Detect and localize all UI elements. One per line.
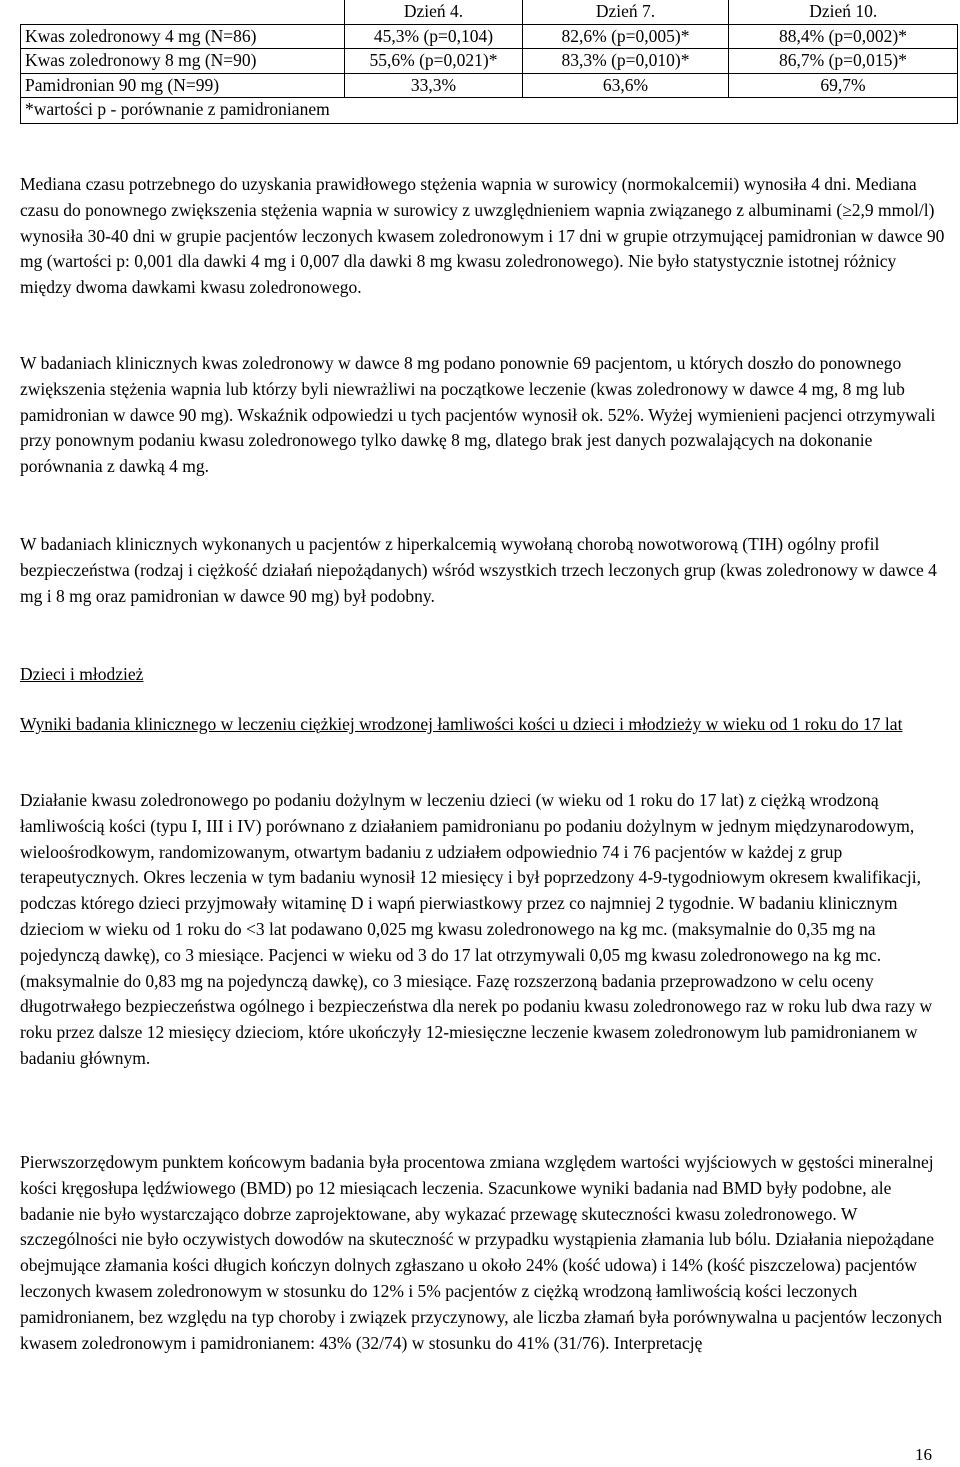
paragraph-retreatment: W badaniach klinicznych kwas zoledronowy w dawce 8 mg podano ponownie 69 pacjentom, u których doszło do ponownego zwiększenia stężenia wapnia lub którzy byli niewrażliwi na początkowe leczenie (kwas zoledronowy w dawce 4 mg, 8 mg lub pamidronian w dawce 90 mg). Wskaźnik odpowiedzi u tych pacjentów wynosił ok. 52%. Wyżej wymienieni pacjenci otrzymywali przy ponownym podaniu kwasu zoledronowego tylko dawkę 8 mg, dlatego brak jest danych pozwalających na dokonanie porównania z dawką 4 mg. (20, 353, 936, 477)
row-day-10-value: 86,7% (p=0,015)* (729, 49, 958, 74)
row-label: Pamidronian 90 mg (N=99) (21, 73, 345, 98)
heading-study: Wyniki badania klinicznego w leczeniu ciężkiej wrodzonej łamliwości kości u dzieci i młodzieży w wieku od 1 roku do 17 lat (20, 714, 903, 734)
table-row (21, 49, 958, 74)
table-row (21, 73, 958, 98)
row-day-4-value: 55,6% (p=0,021)* (345, 49, 523, 74)
row-label: Kwas zoledronowy 4 mg (N=86) (21, 24, 345, 49)
table-header-row (21, 0, 958, 24)
paragraph-primary-endpoint: Pierwszorzędowym punktem końcowym badania była procentowa zmiana względem wartości wyjściowych w gęstości mineralnej kości kręgosłupa lędźwiowego (BMD) po 12 miesiącach leczenia. Szacunkowe wyniki badania nad BMD były podobne, ale badanie nie było wystarczająco dobrze zaprojektowane, aby wykazać przewagę skuteczności kwasu zoledronowego. W szczególności nie było oczywistych dowodów na skuteczność w przypadku wystąpienia złamania lub bólu. Działania niepożądane obejmujące złamania kości długich kończyn dolnych zgłaszano u około 24% (kość udowa) i 14% (kość piszczelowa) pacjentów leczonych kwasem zoledronowym w stosunku do 12% i 5% pacjentów z ciężką wrodzoną łamliwością kości leczonych pamidronianem, bez względu na typ choroby i związek przyczynowy, ale liczba złamań była porównywalna u pacjentów leczonych kwasem zoledronowym i pamidronianem: 43% (32/74) w stosunku do 41% (31/76). Interpretację (20, 1152, 943, 1353)
page-number: 16 (915, 1445, 932, 1464)
header-day-4: Dzień 4. (345, 0, 523, 24)
table-row (21, 24, 958, 49)
table-footnote: *wartości p - porównanie z pamidronianem (21, 98, 958, 124)
row-day-7-value: 82,6% (p=0,005)* (523, 24, 729, 49)
row-day-7-value: 63,6% (523, 73, 729, 98)
row-day-4-value: 33,3% (345, 73, 523, 98)
row-day-10-value: 69,7% (729, 73, 958, 98)
paragraph-safety-profile: W badaniach klinicznych wykonanych u pacjentów z hiperkalcemią wywołaną chorobą nowotworową (TIH) ogólny profil bezpieczeństwa (rodzaj i ciężkość działań niepożądanych) wśród wszystkich trzech leczonych grup (kwas zoledronowy w dawce 4 mg i 8 mg oraz pamidronian w dawce 90 mg) był podobny. (20, 534, 937, 606)
results-table (20, 0, 958, 124)
header-day-10: Dzień 10. (729, 0, 958, 24)
row-label: Kwas zoledronowy 8 mg (N=90) (21, 49, 345, 74)
paragraph-median-time: Mediana czasu potrzebnego do uzyskania prawidłowego stężenia wapnia w surowicy (normokalcemii) wynosiła 4 dni. Mediana czasu do ponownego zwiększenia stężenia wapnia w surowicy z uwzględnieniem wapnia związanego z albuminami (≥2,9 mmol/l) wynosiła 30-40 dni w grupie pacjentów leczonych kwasem zoledronowym i 17 dni w grupie otrzymującej pamidronian w dawce 90 mg (wartości p: 0,001 dla dawki 4 mg i 0,007 dla dawki 8 mg kwasu zoledronowego). Nie było statystycznie istotnej różnicy między dwoma dawkami kwasu zoledronowego. (20, 174, 945, 298)
header-day-7: Dzień 7. (523, 0, 729, 24)
table-footnote-row (21, 98, 958, 124)
heading-children: Dzieci i młodzież (20, 664, 144, 684)
row-day-7-value: 83,3% (p=0,010)* (523, 49, 729, 74)
paragraph-study-design: Działanie kwasu zoledronowego po podaniu dożylnym w leczeniu dzieci (w wieku od 1 roku do 17 lat) z ciężką wrodzoną łamliwością kości (typu I, III i IV) porównano z działaniem pamidronianu po podaniu dożylnym w jednym międzynarodowym, wieloośrodkowym, randomizowanym, otwartym badaniu z udziałem odpowiednio 74 i 76 pacjentów w każdej z grup terapeutycznych. Okres leczenia w tym badaniu wynosił 12 miesięcy i był poprzedzony 4-9-tygodniowym okresem kwalifikacji, podczas którego dzieci przyjmowały witaminę D i wapń pierwiastkowy przez co najmniej 2 tygodnie. W badaniu klinicznym dzieciom w wieku od 1 roku do <3 lat podawano 0,025 mg kwasu zoledronowego na kg mc. (maksymalnie do 0,35 mg na pojedynczą dawkę), co 3 miesiące. Pacjenci w wieku od 3 do 17 lat otrzymywali 0,05 mg kwasu zoledronowego na kg mc. (maksymalnie do 0,83 mg na pojedynczą dawkę), co 3 miesiące. Fazę rozszerzoną badania przeprowadzono w celu oceny długotrwałego bezpieczeństwa ogólnego i bezpieczeństwa dla nerek po podaniu kwasu zoledronowego raz w roku lub dwa razy w roku przez dalsze 12 miesięcy dzieciom, które ukończyły 12-miesięczne leczenie kwasem zoledronowym lub pamidronianem w badaniu głównym. (20, 790, 933, 1068)
table-header-empty (21, 0, 345, 24)
row-day-4-value: 45,3% (p=0,104) (345, 24, 523, 49)
row-day-10-value: 88,4% (p=0,002)* (729, 24, 958, 49)
